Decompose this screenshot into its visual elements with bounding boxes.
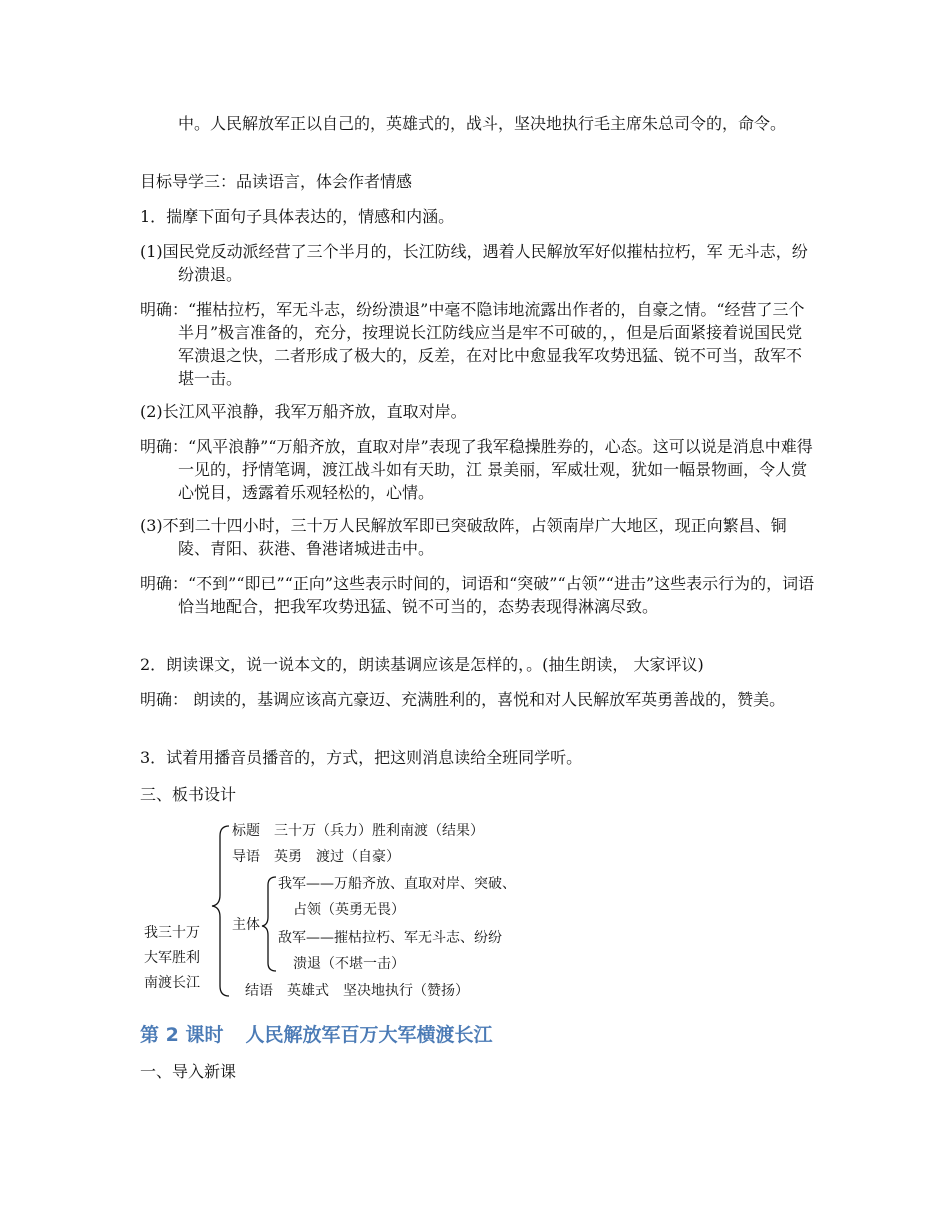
section-heading-board: 三、板书设计: [140, 785, 237, 804]
outer-brace: [212, 826, 229, 996]
board-left-line-1: 我三十万: [144, 925, 200, 941]
board-body-ours-1: 我军——万船齐放、直取对岸、突破、: [278, 876, 516, 892]
question-3: 3．试着用播音员播音的，方式，把这则消息读给全班同学听。: [140, 748, 583, 767]
section-heading-goal-3: 目标导学三：品读语言，体会作者情感: [140, 172, 413, 191]
board-body-label: 主体: [232, 917, 260, 933]
sentence-2: (2)长江风平浪静，我军万船齐放，直取对岸。: [140, 402, 467, 421]
paragraph-continuation: 中。人民解放军正以自己的，英雄式的，战斗，坚决地执行毛主席朱总司令的，命令。: [178, 114, 787, 133]
section-heading-intro: 一、导入新课: [140, 1062, 237, 1081]
answer-3: 明确：“不到”“即已”“正向”这些表示时间的，词语和“突破”“占领”“进击”这些表示行为的，词语恰当地配合，把我军攻势迅猛、锐不可当的，态势表现得淋漓尽致。: [140, 574, 815, 616]
sentence-3: (3)不到二十四小时，三十万人民解放军即已突破敌阵，占领南岸广大地区，现正向繁昌、铜陵、青阳、荻港、鲁港诸城进击中。: [140, 516, 787, 558]
board-left-line-2: 大军胜利: [144, 950, 200, 966]
board-conclusion-row: 结语 英雄式 坚决地执行（赞扬）: [245, 983, 469, 999]
answer-1: 明确：“摧枯拉朽，军无斗志，纷纷溃退”中毫不隐讳地流露出作者的，自豪之情。“经营了三个半月”极言准备的，充分，按理说长江防线应当是牢不可破的，，但是后面紧接着说国民党军溃退之快，二者形成了极大的，反差，在对比中愈显我军攻势迅猛、锐不可当，敌军不堪一击。: [140, 300, 805, 388]
sentence-1: (1)国民党反动派经营了三个半月的，长江防线，遇着人民解放军好似摧枯拉朽，军 无斗志，纷纷溃退。: [140, 242, 808, 284]
board-lead-row: 导语 英勇 渡过（自豪）: [232, 849, 400, 865]
board-body-enemy-1: 敌军——摧枯拉朽、军无斗志、纷纷: [278, 930, 502, 946]
board-body-ours-2: 占领（英勇无畏）: [293, 902, 405, 918]
answer-4: 明确： 朗读的，基调应该高亢豪迈、充满胜利的，喜悦和对人民解放军英勇善战的，赞美。: [140, 690, 786, 709]
inner-brace: [262, 877, 276, 971]
board-title-row: 标题 三十万（兵力）胜利南渡（结果）: [232, 823, 484, 839]
lesson-title-text: 人民解放军百万大军横渡长江: [245, 1024, 493, 1046]
board-body-enemy-2: 溃退（不堪一击）: [293, 956, 405, 972]
answer-2: 明确：“风平浪静”“万船齐放，直取对岸”表现了我军稳操胜券的，心态。这可以说是消息中难得一见的，抒情笔调，渡江战斗如有天助，江 景美丽，军威壮观，犹如一幅景物画，令人赏心悦目，透露着乐观轻松的，心情。: [140, 437, 813, 502]
lesson-number: 第 2 课时: [140, 1024, 224, 1046]
board-left-line-3: 南渡长江: [144, 975, 200, 991]
lesson-heading: [140, 1020, 492, 1047]
question-1: 1．揣摩下面句子具体表达的，情感和内涵。: [140, 207, 455, 226]
question-2: 2．朗读课文，说一说本文的，朗读基调应该是怎样的，。(抽生朗读， 大家评议): [140, 655, 704, 674]
